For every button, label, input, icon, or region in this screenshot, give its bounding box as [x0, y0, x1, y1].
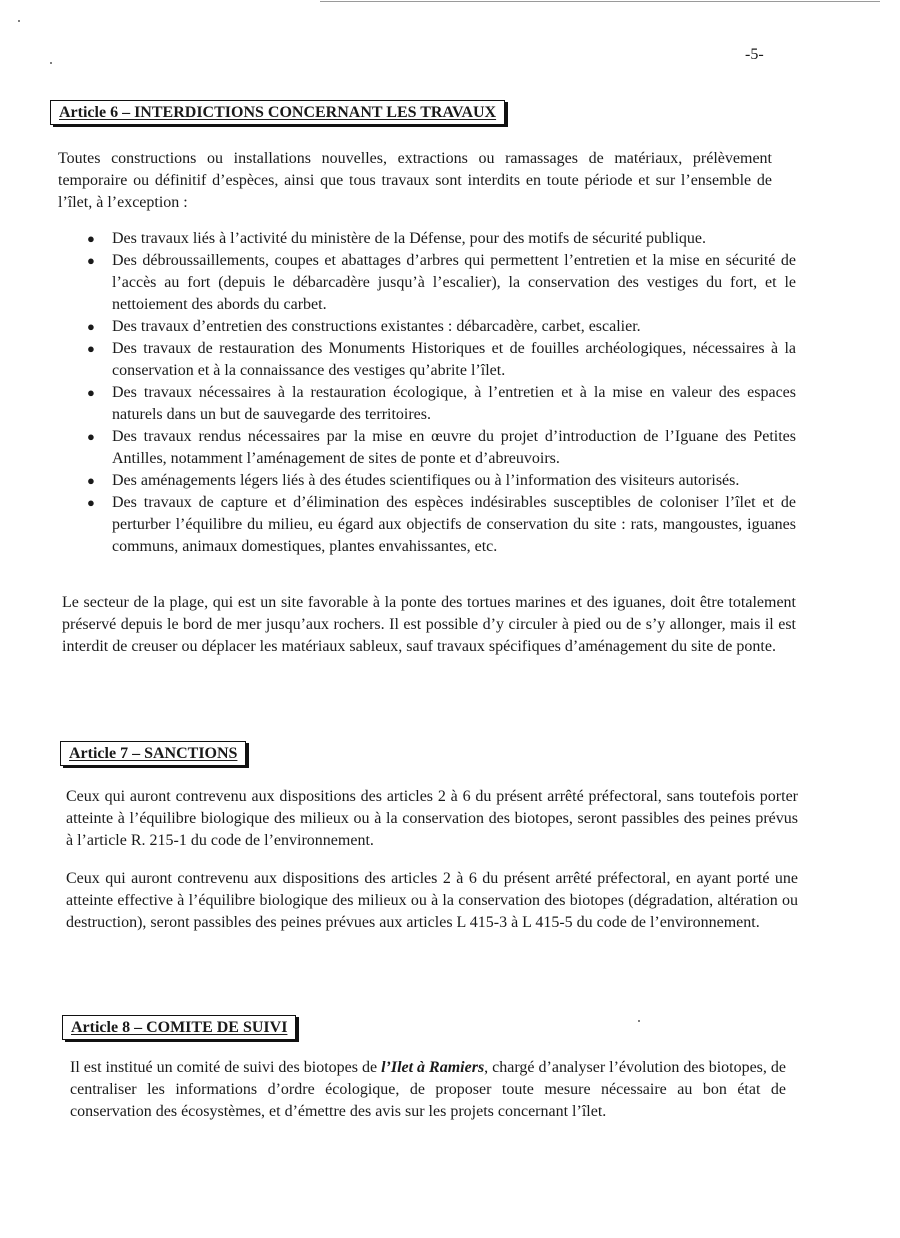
list-item [84, 228, 796, 250]
page-number: -5- [745, 46, 764, 63]
list-item [84, 470, 796, 492]
article-6-heading-text: Article 6 – INTERDICTIONS CONCERNANT LES TRAVAUX [59, 104, 497, 121]
list-item-text: Des travaux liés à l’activité du ministère de la Défense, pour des motifs de sécurité publique. [112, 230, 707, 247]
list-item [84, 316, 796, 338]
scan-speck [18, 20, 20, 22]
bullet-icon: ● [87, 253, 95, 268]
scan-speck [50, 62, 52, 64]
article-7-paragraph-2: Ceux qui auront contrevenu aux dispositions des articles 2 à 6 du présent arrêté préfectoral, en ayant porté une atteinte effective à l’équilibre biologique des milieux ou à la conservation des biotopes (dégradation, altération ou destruction), seront passibles des peines prévues aux articles L 415-3 à L 415-5 du code de l’environnement. [66, 870, 798, 931]
scan-speck [638, 1020, 640, 1022]
article-8-heading-text: Article 8 – COMITE DE SUIVI [71, 1019, 288, 1036]
article-6-heading [50, 100, 505, 125]
bullet-icon: ● [87, 473, 95, 488]
bullet-icon: ● [87, 341, 95, 356]
list-item-text: Des travaux nécessaires à la restauration écologique, à l’entretien et à la mise en valeur des espaces naturels dans un but de sauvegarde des territoires. [112, 384, 796, 423]
article-6-closing: Le secteur de la plage, qui est un site favorable à la ponte des tortues marines et des iguanes, doit être totalement préservé depuis le bord de mer jusqu’aux rochers. Il est possible d’y circuler à pied ou de s’y allonger, mais il est interdit de creuser ou déplacer les matériaux sableux, sauf travaux spécifiques d’aménagement du site de ponte. [62, 594, 796, 655]
list-item [84, 250, 796, 316]
list-item [84, 338, 796, 382]
bullet-icon: ● [87, 429, 95, 444]
bullet-icon: ● [87, 319, 95, 334]
article-8-paragraph [70, 1057, 786, 1123]
list-item [84, 492, 796, 558]
bullet-icon: ● [87, 385, 95, 400]
article-6-exceptions-list [84, 228, 796, 558]
place-name: l’Ilet à Ramiers [381, 1059, 485, 1076]
list-item-text: Des travaux d’entretien des constructions existantes : débarcadère, carbet, escalier. [112, 318, 641, 335]
article-8-text-before: Il est institué un comité de suivi des biotopes de [70, 1059, 382, 1076]
list-item-text: Des travaux rendus nécessaires par la mise en œuvre du projet d’introduction de l’Iguane des Petites Antilles, notamment l’aménagement de sites de ponte et d’abreuvoirs. [112, 428, 796, 467]
article-7-paragraph-1: Ceux qui auront contrevenu aux dispositions des articles 2 à 6 du présent arrêté préfectoral, sans toutefois porter atteinte à l’équilibre biologique des milieux ou à la conservation des biotopes, seront passibles des peines prévus à l’article R. 215-1 du code de l’environnement. [66, 788, 798, 849]
list-item-text: Des travaux de capture et d’élimination des espèces indésirables susceptibles de coloniser l’îlet et de perturber l’équilibre du milieu, eu égard aux objectifs de conservation du site : rats, mangoustes, iguanes communs, animaux domestiques, plantes envahissantes, etc. [112, 494, 796, 555]
bullet-icon: ● [87, 495, 95, 510]
list-item [84, 382, 796, 426]
article-7-heading [60, 741, 246, 766]
article-8-text-after: , chargé d’analyser l’évolution des biotopes, de centraliser les informations d’ordre écologique, de proposer toute mesure nécessaire au bon état de conservation des écosystèmes, et d’émettre des avis sur les projets concernant l’îlet. [70, 1059, 787, 1120]
list-item-text: Des débroussaillements, coupes et abattages d’arbres qui permettent l’entretien et la mise en sécurité de l’accès au fort (depuis le débarcadère jusqu’à l’escalier), la conservation des vestiges du fort, et le nettoiement des abords du carbet. [112, 252, 796, 313]
list-item [84, 426, 796, 470]
article-6-intro: Toutes constructions ou installations nouvelles, extractions ou ramassages de matériaux, prélèvement temporaire ou définitif d’espèces, ainsi que tous travaux sont interdits en toute période et sur l’ensemble de l’îlet, à l’exception : [58, 150, 772, 211]
scan-edge-line [320, 1, 880, 2]
article-8-heading [62, 1015, 296, 1040]
list-item-text: Des aménagements légers liés à des études scientifiques ou à l’information des visiteurs autorisés. [112, 472, 740, 489]
list-item-text: Des travaux de restauration des Monuments Historiques et de fouilles archéologiques, nécessaires à la conservation et à la connaissance des vestiges qu’abrite l’îlet. [112, 340, 796, 379]
article-7-heading-text: Article 7 – SANCTIONS [69, 745, 238, 762]
bullet-icon: ● [87, 231, 95, 246]
